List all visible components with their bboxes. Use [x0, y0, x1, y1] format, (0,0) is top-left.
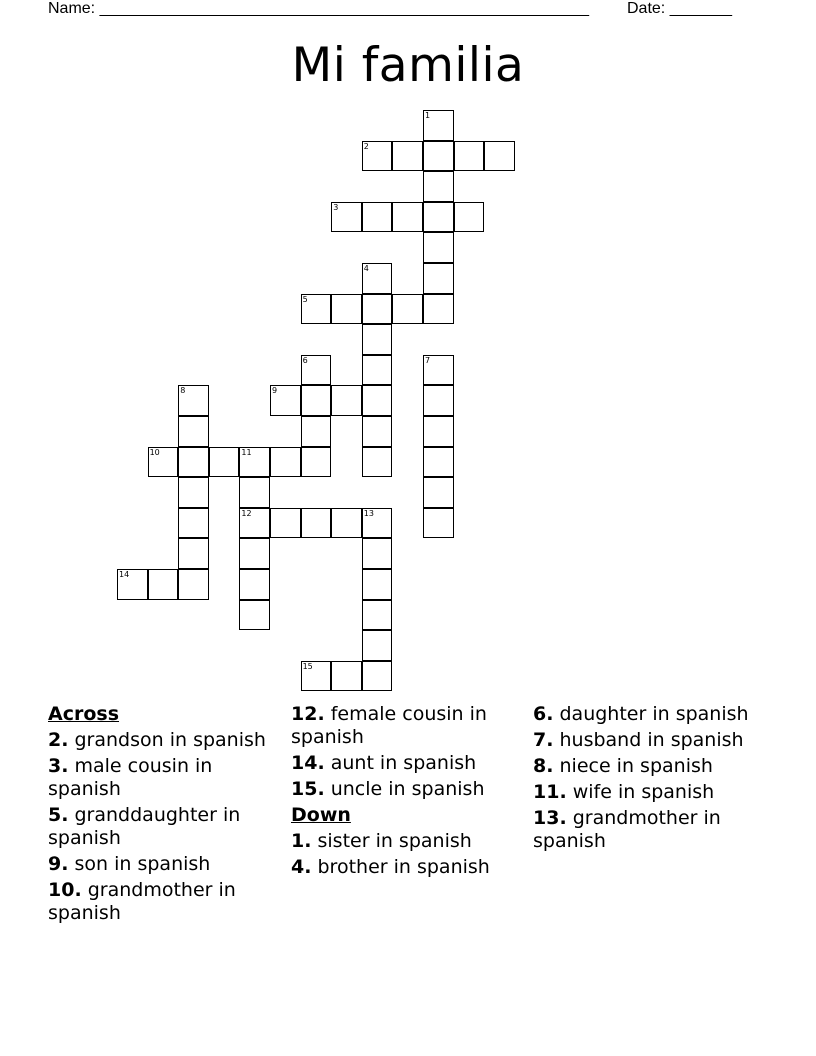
- crossword-cell[interactable]: [331, 385, 362, 416]
- cell-number: 8: [180, 386, 186, 396]
- crossword-cell[interactable]: [362, 538, 393, 569]
- crossword-cell[interactable]: [484, 141, 515, 172]
- crossword-cell[interactable]: [178, 416, 209, 447]
- cell-number: 6: [302, 355, 308, 365]
- date-field[interactable]: Date: _______: [627, 0, 732, 17]
- crossword-cell[interactable]: [239, 569, 270, 600]
- clue-down-1: [291, 830, 523, 853]
- crossword-cell[interactable]: [301, 416, 332, 447]
- crossword-cell[interactable]: [362, 324, 393, 355]
- clue-number: 7.: [533, 729, 554, 751]
- clue-text: aunt in spanish: [330, 752, 477, 774]
- clue-number: 13.: [533, 807, 567, 829]
- clues-column-1: [48, 703, 280, 928]
- cell-number: 2: [363, 141, 369, 151]
- crossword-cell[interactable]: [301, 294, 332, 325]
- crossword-cell[interactable]: [423, 294, 454, 325]
- cell-number: 9: [272, 386, 278, 396]
- crossword-cell[interactable]: [178, 447, 209, 478]
- crossword-cell[interactable]: [239, 508, 270, 539]
- cell-number: 7: [425, 355, 431, 365]
- name-field[interactable]: Name: _______________________________________________________: [48, 0, 589, 17]
- crossword-cell[interactable]: [362, 355, 393, 386]
- clue-text: brother in spanish: [317, 856, 490, 878]
- clue-text: uncle in spanish: [330, 778, 485, 800]
- clue-number: 15.: [291, 778, 325, 800]
- crossword-cell[interactable]: [331, 294, 362, 325]
- clue-number: 3.: [48, 755, 69, 777]
- crossword-cell[interactable]: [423, 447, 454, 478]
- clue-text: wife in spanish: [572, 781, 715, 803]
- clue-text: grandson in spanish: [74, 729, 266, 751]
- cell-number: 15: [302, 661, 313, 671]
- clue-text: husband in spanish: [559, 729, 744, 751]
- clue-number: 14.: [291, 752, 325, 774]
- crossword-cell[interactable]: [270, 508, 301, 539]
- crossword-cell[interactable]: [117, 569, 148, 600]
- clue-text: male cousin in spanish: [48, 755, 213, 800]
- crossword-cell[interactable]: [362, 569, 393, 600]
- clue-across-10: [48, 879, 280, 925]
- crossword-cell[interactable]: [423, 355, 454, 386]
- cell-number: 12: [241, 508, 252, 518]
- crossword-cell[interactable]: [178, 477, 209, 508]
- crossword-cell[interactable]: [362, 385, 393, 416]
- crossword-cell[interactable]: [423, 232, 454, 263]
- clue-number: 6.: [533, 703, 554, 725]
- clue-text: son in spanish: [74, 853, 211, 875]
- cell-number: 3: [333, 202, 339, 212]
- clue-across-9: [48, 853, 280, 876]
- crossword-cell[interactable]: [392, 294, 423, 325]
- crossword-cell[interactable]: [454, 202, 485, 233]
- clue-down-4: [291, 856, 523, 879]
- crossword-cell[interactable]: [239, 477, 270, 508]
- crossword-cell[interactable]: [423, 141, 454, 172]
- crossword-cell[interactable]: [331, 508, 362, 539]
- crossword-cell[interactable]: [239, 600, 270, 631]
- crossword-cell[interactable]: [423, 171, 454, 202]
- crossword-cell[interactable]: [362, 600, 393, 631]
- crossword-cell[interactable]: [148, 569, 179, 600]
- clue-number: 8.: [533, 755, 554, 777]
- clue-number: 12.: [291, 703, 325, 725]
- crossword-cell[interactable]: [270, 385, 301, 416]
- cell-number: 10: [149, 447, 160, 457]
- crossword-cell[interactable]: [392, 141, 423, 172]
- clue-across-3: [48, 755, 280, 801]
- crossword-cell[interactable]: [178, 508, 209, 539]
- crossword-cell[interactable]: [239, 447, 270, 478]
- crossword-cell[interactable]: [270, 447, 301, 478]
- clue-down-6: [533, 703, 765, 726]
- clue-number: 9.: [48, 853, 69, 875]
- clue-text: grandmother in spanish: [533, 807, 721, 852]
- clue-across-14: [291, 752, 523, 775]
- crossword-cell[interactable]: [178, 385, 209, 416]
- crossword-cell[interactable]: [362, 294, 393, 325]
- across-heading: Across: [48, 703, 120, 725]
- crossword-cell[interactable]: [209, 447, 240, 478]
- page-title: Mi familia: [291, 38, 525, 93]
- clue-down-7: [533, 729, 765, 752]
- clues-column-3: [533, 703, 765, 856]
- cell-number: 13: [363, 508, 374, 518]
- clue-number: 2.: [48, 729, 69, 751]
- crossword-cell[interactable]: [331, 661, 362, 692]
- clues-column-2: [291, 703, 523, 882]
- crossword-cell[interactable]: [423, 263, 454, 294]
- crossword-cell[interactable]: [362, 508, 393, 539]
- clue-across-2: [48, 729, 280, 752]
- clue-number: 4.: [291, 856, 312, 878]
- crossword-cell[interactable]: [178, 538, 209, 569]
- clue-text: female cousin in spanish: [291, 703, 487, 748]
- crossword-cell[interactable]: [362, 141, 393, 172]
- crossword-cell[interactable]: [423, 385, 454, 416]
- clue-text: granddaughter in spanish: [48, 804, 241, 849]
- crossword-cell[interactable]: [362, 263, 393, 294]
- crossword-cell[interactable]: [423, 477, 454, 508]
- crossword-cell[interactable]: [301, 355, 332, 386]
- crossword-cell[interactable]: [301, 447, 332, 478]
- crossword-cell[interactable]: [178, 569, 209, 600]
- clue-text: grandmother in spanish: [48, 879, 236, 924]
- crossword-cell[interactable]: [454, 141, 485, 172]
- clue-across-15: [291, 778, 523, 801]
- crossword-cell[interactable]: [423, 416, 454, 447]
- clue-down-13: [533, 807, 765, 853]
- crossword-cell[interactable]: [362, 416, 393, 447]
- clue-text: niece in spanish: [559, 755, 713, 777]
- crossword-cell[interactable]: [392, 202, 423, 233]
- clue-number: 11.: [533, 781, 567, 803]
- crossword-cell[interactable]: [301, 508, 332, 539]
- clue-down-11: [533, 781, 765, 804]
- cell-number: 4: [363, 264, 369, 273]
- clue-number: 1.: [291, 830, 312, 852]
- cell-number: 11: [241, 447, 252, 457]
- clue-across-5: [48, 804, 280, 850]
- clue-number: 5.: [48, 804, 69, 826]
- cell-number: 5: [302, 294, 308, 304]
- clue-number: 10.: [48, 879, 82, 901]
- cell-number: 14: [119, 570, 130, 579]
- crossword-cell[interactable]: [301, 385, 332, 416]
- crossword-cell[interactable]: [239, 538, 270, 569]
- clue-text: sister in spanish: [317, 830, 472, 852]
- crossword-cell[interactable]: [148, 447, 179, 478]
- crossword-cell[interactable]: [301, 661, 332, 692]
- crossword-cell[interactable]: [362, 447, 393, 478]
- cell-number: 1: [425, 111, 431, 120]
- down-heading: Down: [291, 804, 351, 826]
- clue-down-8: [533, 755, 765, 778]
- crossword-cell[interactable]: [423, 508, 454, 539]
- crossword-cell[interactable]: [362, 630, 393, 661]
- crossword-cell[interactable]: [423, 110, 454, 141]
- crossword-cell[interactable]: [331, 202, 362, 233]
- crossword-cell[interactable]: [362, 661, 393, 692]
- crossword-cell[interactable]: [423, 202, 454, 233]
- clue-text: daughter in spanish: [559, 703, 749, 725]
- clue-across-12: [291, 703, 523, 749]
- crossword-cell[interactable]: [362, 202, 393, 233]
